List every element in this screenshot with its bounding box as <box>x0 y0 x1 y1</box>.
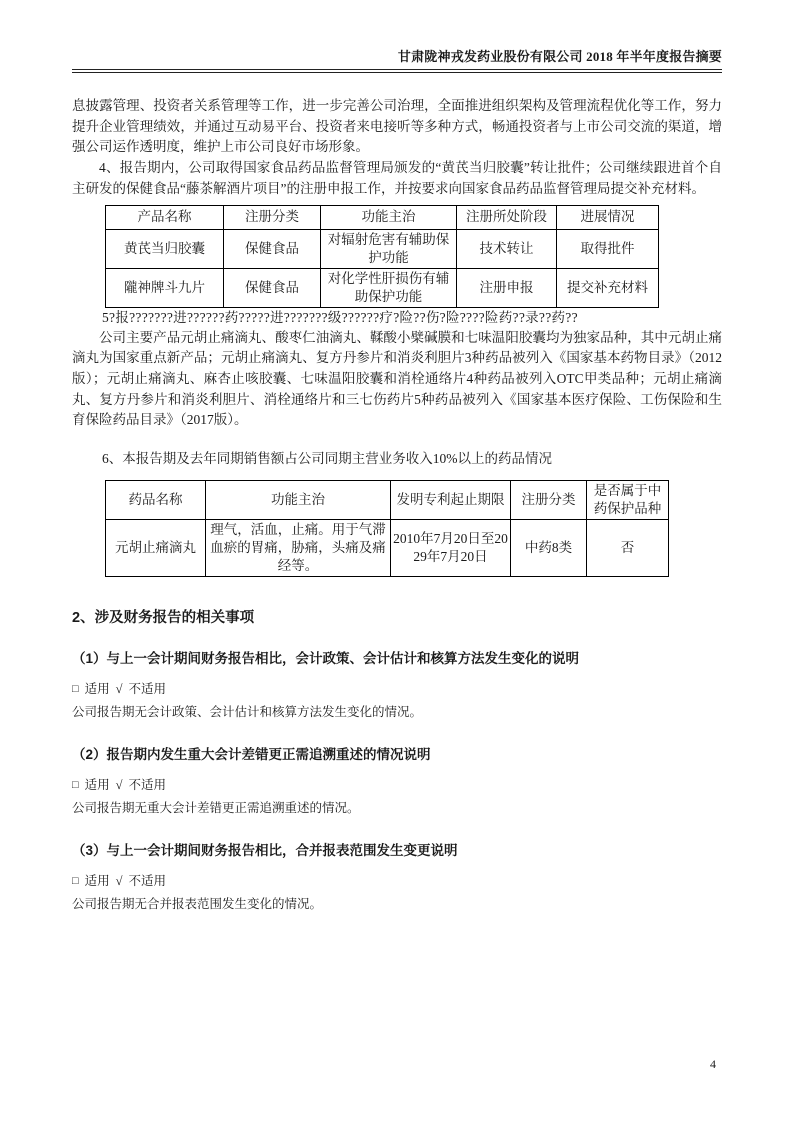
table-header-row <box>106 205 659 229</box>
not-applicable-label: 不适用 <box>128 874 167 889</box>
table-cell: 取得批件 <box>557 229 659 268</box>
table-header-row <box>106 481 669 520</box>
table-row <box>106 229 659 268</box>
table-cell: 中药8类 <box>511 520 587 577</box>
table-header-cell: 注册分类 <box>511 481 587 520</box>
table-header-cell: 产品名称 <box>106 205 224 229</box>
applicable-label: 适用 <box>84 874 110 889</box>
table-row <box>106 268 659 307</box>
checkbox-icon: □ <box>72 683 79 696</box>
table-header-cell: 发明专利起止期限 <box>391 481 511 520</box>
table-cell: 理气，活血，止痛。用于气滞血瘀的胃痛，胁痛，头痛及痛经等。 <box>206 520 391 577</box>
table-cell: 技术转让 <box>457 229 557 268</box>
table-cell: 否 <box>587 520 669 577</box>
note-text: 公司报告期无会计政策、会计估计和核算方法发生变化的情况。 <box>72 705 423 720</box>
corrupted-text-line: 5?报???????进??????药?????进???????级??????疗?险??伤?险????险药??录??药?? <box>102 309 578 325</box>
not-applicable-label: 不适用 <box>128 778 167 793</box>
table-cell: 黄芪当归胶囊 <box>106 229 224 268</box>
table-header-cell: 药品名称 <box>106 481 206 520</box>
doc-header-title: 甘肃陇神戎发药业股份有限公司 2018 年半年度报告摘要 <box>397 49 722 64</box>
paragraph-governance: 息披露管理、投资者关系管理等工作，进一步完善公司治理，全面推进组织架构及管理流程优化等工作，努力提升企业管理绩效，并通过互动易平台、投资者来电接听等多种方式，畅通投资者与上市公司交流的渠道，增强公司运作透明度，维护上市公司良好市场形象。 <box>72 98 722 155</box>
item6-heading: 6、本报告期及去年同期销售额占公司同期主营业务收入10%以上的药品情况 <box>102 451 552 467</box>
paragraph-item4: 4、报告期内，公司取得国家食品药品监督管理局颁发的“黄芪当归胶囊”转让批件；公司继续跟进首个自主研发的保健食品“藤茶解酒片项目”的注册申报工作，并按要求向国家食品药品监督管理局提交补充材料。 <box>72 160 722 196</box>
table-cell: 注册申报 <box>457 268 557 307</box>
note-text: 公司报告期无合并报表范围发生变化的情况。 <box>72 897 323 912</box>
applicability-line <box>72 874 722 890</box>
section2-title: 2、涉及财务报告的相关事项 <box>72 610 255 627</box>
paragraph-main-products: 公司主要产品元胡止痛滴丸、酸枣仁油滴丸、鞣酸小檗碱膜和七味温阳胶囊均为独家品种，其中元胡止痛滴丸为国家重点新产品；元胡止痛滴丸、复方丹参片和消炎利胆片3种药品被列入《国家基本药物目录》（2012版）；元胡止痛滴丸、麻杏止咳胶囊、七味温阳胶囊和消栓通络片4种药品被列入OTC甲类品种；元胡止痛滴丸、复方丹参片和消炎利胆片、消栓通络片和三七伤药片5种药品被列入《国家基本医疗保险、工伤保险和生育保险药品目录》（2017版）。 <box>72 329 722 428</box>
table-header-cell: 进展情况 <box>557 205 659 229</box>
table-cell: 对辐射危害有辅助保护功能 <box>321 229 457 268</box>
check-icon: √ <box>115 682 123 697</box>
table-header-cell: 功能主治 <box>206 481 391 520</box>
check-icon: √ <box>115 874 123 889</box>
checkbox-icon: □ <box>72 779 79 792</box>
product-registration-table <box>105 205 659 308</box>
checkbox-icon: □ <box>72 875 79 888</box>
table-cell: 提交补充材料 <box>557 268 659 307</box>
applicable-label: 适用 <box>84 778 110 793</box>
table-cell: 对化学性肝损伤有辅助保护功能 <box>321 268 457 307</box>
applicability-line <box>72 778 722 794</box>
table-cell: 保健食品 <box>224 268 321 307</box>
section2-sub1-title: （1）与上一会计期间财务报告相比，会计政策、会计估计和核算方法发生变化的说明 <box>72 651 580 667</box>
section2-sub2-title: （2）报告期内发生重大会计差错更正需追溯重述的情况说明 <box>72 747 431 763</box>
drug-sales-table <box>105 480 669 577</box>
page-number: 4 <box>710 1057 716 1071</box>
check-icon: √ <box>115 778 123 793</box>
table-cell: 元胡止痛滴丸 <box>106 520 206 577</box>
table-cell: 2010年7月20日至2029年7月20日 <box>391 520 511 577</box>
table-header-cell: 功能主治 <box>321 205 457 229</box>
applicability-line <box>72 682 722 698</box>
table-header-cell: 是否属于中药保护品种 <box>587 481 669 520</box>
table-cell: 保健食品 <box>224 229 321 268</box>
table-header-cell: 注册分类 <box>224 205 321 229</box>
note-text: 公司报告期无重大会计差错更正需追溯重述的情况。 <box>72 801 360 816</box>
applicable-label: 适用 <box>84 682 110 697</box>
not-applicable-label: 不适用 <box>128 682 167 697</box>
header-rule <box>72 69 722 73</box>
table-cell: 隴神牌斗九片 <box>106 268 224 307</box>
table-row <box>106 520 669 577</box>
section2-sub3-title: （3）与上一会计期间财务报告相比，合并报表范围发生变更说明 <box>72 843 458 859</box>
table-header-cell: 注册所处阶段 <box>457 205 557 229</box>
